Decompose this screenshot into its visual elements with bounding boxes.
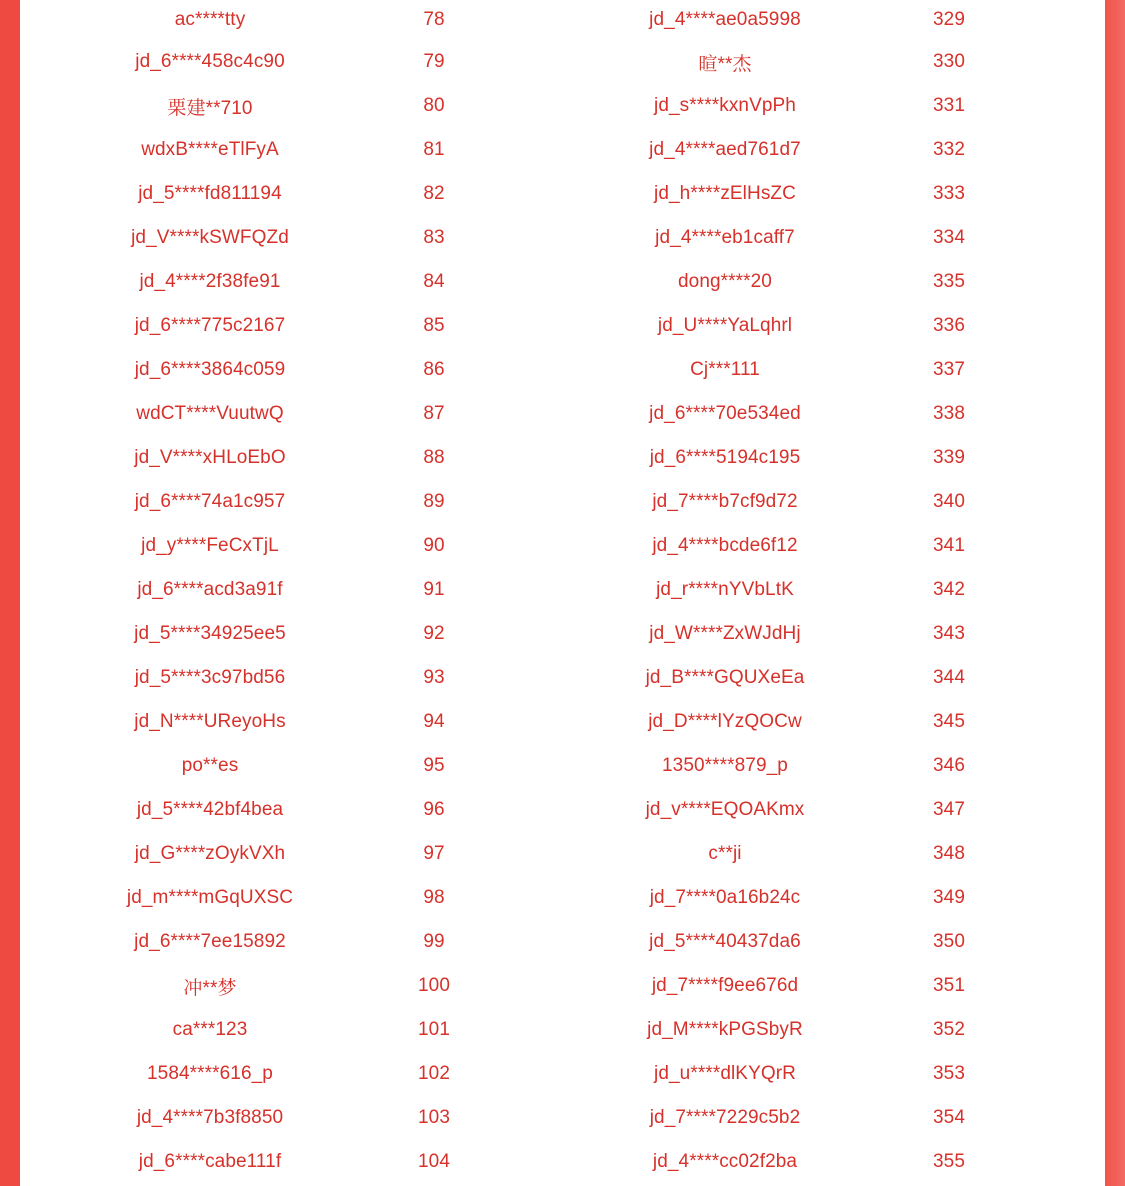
winner-row [535,480,1075,524]
winner-number: 344 [932,667,965,688]
winner-number: 84 [423,271,445,292]
winner-number: 103 [417,1107,450,1128]
winner-row [20,0,560,40]
winner-row [535,260,1075,304]
winner-number: 332 [932,139,965,160]
winner-name: jd_W****ZxWJdHj [649,623,801,644]
winner-row [20,964,560,1008]
winner-name: jd_5****fd811194 [138,183,282,204]
winner-name: jd_V****kSWFQZd [131,227,289,248]
winner-name: jd_4****2f38fe91 [139,271,281,292]
winner-number: 346 [932,755,965,776]
winner-name: jd_V****xHLoEbO [134,447,286,468]
winner-row [20,920,560,964]
winner-row [535,392,1075,436]
winner-row [20,128,560,172]
winner-name: jd_4****bcde6f12 [652,535,798,556]
right-red-border [1105,0,1125,1186]
winner-name: jd_v****EQOAKmx [645,799,805,820]
winner-number: 343 [932,623,965,644]
winner-number: 80 [423,95,445,116]
winner-name: jd_u****dlKYQrR [654,1063,796,1084]
winner-number: 101 [417,1019,450,1040]
winner-row [535,612,1075,656]
winner-name: jd_s****kxnVpPh [654,95,796,116]
winner-number: 102 [417,1063,450,1084]
winner-number: 93 [423,667,445,688]
winner-name: dong****20 [678,271,772,292]
left-winner-column [20,0,560,1184]
winner-name: jd_B****GQUXeEa [645,667,805,688]
winner-row [20,788,560,832]
winner-row [20,172,560,216]
winner-name: jd_5****34925ee5 [134,623,286,644]
winner-row [20,568,560,612]
winner-number: 341 [932,535,965,556]
winner-number: 88 [423,447,445,468]
winner-number: 96 [423,799,445,820]
winner-name: c**ji [708,843,742,864]
winner-row [20,1052,560,1096]
winner-name: 1350****879_p [662,755,788,776]
winner-number: 353 [932,1063,965,1084]
winner-number: 78 [423,9,445,30]
left-red-border [0,0,20,1186]
winner-number: 98 [423,887,445,908]
winner-number: 91 [423,579,445,600]
winner-name: 暄**杰 [698,53,752,75]
winner-row [20,304,560,348]
winner-row [535,128,1075,172]
winner-row [535,0,1075,40]
winner-row [535,656,1075,700]
winner-number: 86 [423,359,445,380]
winner-row [535,964,1075,1008]
winner-name: jd_4****ae0a5998 [649,9,801,30]
winner-row [535,436,1075,480]
winner-name: jd_6****5194c195 [649,447,801,468]
winner-row [535,216,1075,260]
winner-row [20,700,560,744]
winner-number: 351 [932,975,965,996]
winner-name: jd_7****f9ee676d [651,975,799,996]
winner-row [20,1140,560,1184]
winner-row [535,1052,1075,1096]
winner-list-sheet [20,0,1105,1186]
winner-name: jd_5****42bf4bea [136,799,284,820]
winner-number: 104 [417,1151,450,1172]
winner-number: 95 [423,755,445,776]
winner-name: jd_6****775c2167 [134,315,286,336]
winner-name: jd_h****zElHsZC [654,183,796,204]
winner-number: 350 [932,931,965,952]
winner-row [20,524,560,568]
winner-row [20,1008,560,1052]
winner-number: 354 [932,1107,965,1128]
winner-name: jd_6****7ee15892 [134,931,286,952]
winner-row [535,744,1075,788]
winner-number: 355 [932,1151,965,1172]
winner-number: 331 [932,95,965,116]
winner-number: 342 [932,579,965,600]
winner-number: 345 [932,711,965,732]
winner-number: 79 [423,51,445,72]
winner-name: Cj***111 [690,359,760,380]
winner-name: 栗建**710 [167,97,253,119]
winner-number: 335 [932,271,965,292]
winner-row [535,832,1075,876]
winner-name: jd_7****7229c5b2 [649,1107,801,1128]
winner-number: 87 [423,403,445,424]
winner-row [535,524,1075,568]
winner-number: 339 [932,447,965,468]
winner-name: jd_6****74a1c957 [134,491,286,512]
winner-row [535,40,1075,84]
winner-number: 329 [932,9,965,30]
winner-name: jd_4****aed761d7 [649,139,801,160]
winner-name: jd_6****3864c059 [134,359,286,380]
winner-number: 89 [423,491,445,512]
winner-name: jd_7****0a16b24c [649,887,801,908]
winner-name: jd_7****b7cf9d72 [652,491,798,512]
winner-row [20,260,560,304]
winner-row [20,216,560,260]
winner-number: 83 [423,227,445,248]
winner-row [535,84,1075,128]
winner-number: 99 [423,931,445,952]
winner-name: ac****tty [174,9,246,30]
winner-name: jd_D****lYzQOCw [648,711,802,732]
winner-name: 1584****616_p [147,1063,273,1084]
winner-number: 94 [423,711,445,732]
winner-number: 97 [423,843,445,864]
winner-number: 347 [932,799,965,820]
winner-name: jd_6****458c4c90 [135,51,285,72]
winner-row [535,1140,1075,1184]
winner-row [535,920,1075,964]
winner-row [535,1096,1075,1140]
winner-row [535,348,1075,392]
winner-number: 333 [932,183,965,204]
winner-number: 334 [932,227,965,248]
winner-number: 100 [417,975,450,996]
winner-row [20,40,560,84]
winner-row [535,304,1075,348]
winner-number: 337 [932,359,965,380]
winner-row [20,84,560,128]
winner-row [535,876,1075,920]
winner-row [20,656,560,700]
winner-name: jd_U****YaLqhrl [657,315,793,336]
winner-number: 338 [932,403,965,424]
winner-name: jd_5****40437da6 [649,931,801,952]
winner-number: 90 [423,535,445,556]
winner-number: 92 [423,623,445,644]
winner-name: jd_y****FeCxTjL [141,535,279,556]
winner-name: jd_r****nYVbLtK [656,579,794,600]
winner-number: 330 [932,51,965,72]
winner-name: wdxB****eTlFyA [141,139,279,160]
winner-number: 81 [423,139,445,160]
winner-name: wdCT****VuutwQ [136,403,284,424]
winner-row [535,700,1075,744]
winner-number: 352 [932,1019,965,1040]
winner-row [20,612,560,656]
winner-name: jd_5****3c97bd56 [134,667,286,688]
winner-row [20,744,560,788]
winner-row [535,172,1075,216]
winner-name: ca***123 [172,1019,248,1040]
winner-row [20,480,560,524]
winner-number: 348 [932,843,965,864]
winner-name: jd_N****UReyoHs [134,711,286,732]
winner-name: jd_m****mGqUXSC [126,887,294,908]
winner-name: jd_M****kPGSbyR [647,1019,803,1040]
winner-row [20,876,560,920]
winner-name: jd_4****eb1caff7 [655,227,795,248]
winner-row [20,832,560,876]
winner-row [20,436,560,480]
winner-row [535,788,1075,832]
right-winner-column [535,0,1075,1184]
winner-number: 349 [932,887,965,908]
winner-number: 340 [932,491,965,512]
winner-name: jd_6****cabe111f [138,1151,282,1172]
winner-row [20,348,560,392]
winner-name: jd_G****zOykVXh [134,843,286,864]
winner-number: 336 [932,315,965,336]
winner-number: 82 [423,183,445,204]
winner-name: po**es [181,755,239,776]
winner-row [20,392,560,436]
winner-name: jd_6****acd3a91f [137,579,283,600]
winner-number: 85 [423,315,445,336]
winner-name: jd_4****cc02f2ba [652,1151,798,1172]
winner-name: jd_4****7b3f8850 [136,1107,284,1128]
winner-name: 冲**梦 [183,977,237,999]
winner-row [535,568,1075,612]
winner-row [20,1096,560,1140]
winner-name: jd_6****70e534ed [649,403,801,424]
winner-row [535,1008,1075,1052]
